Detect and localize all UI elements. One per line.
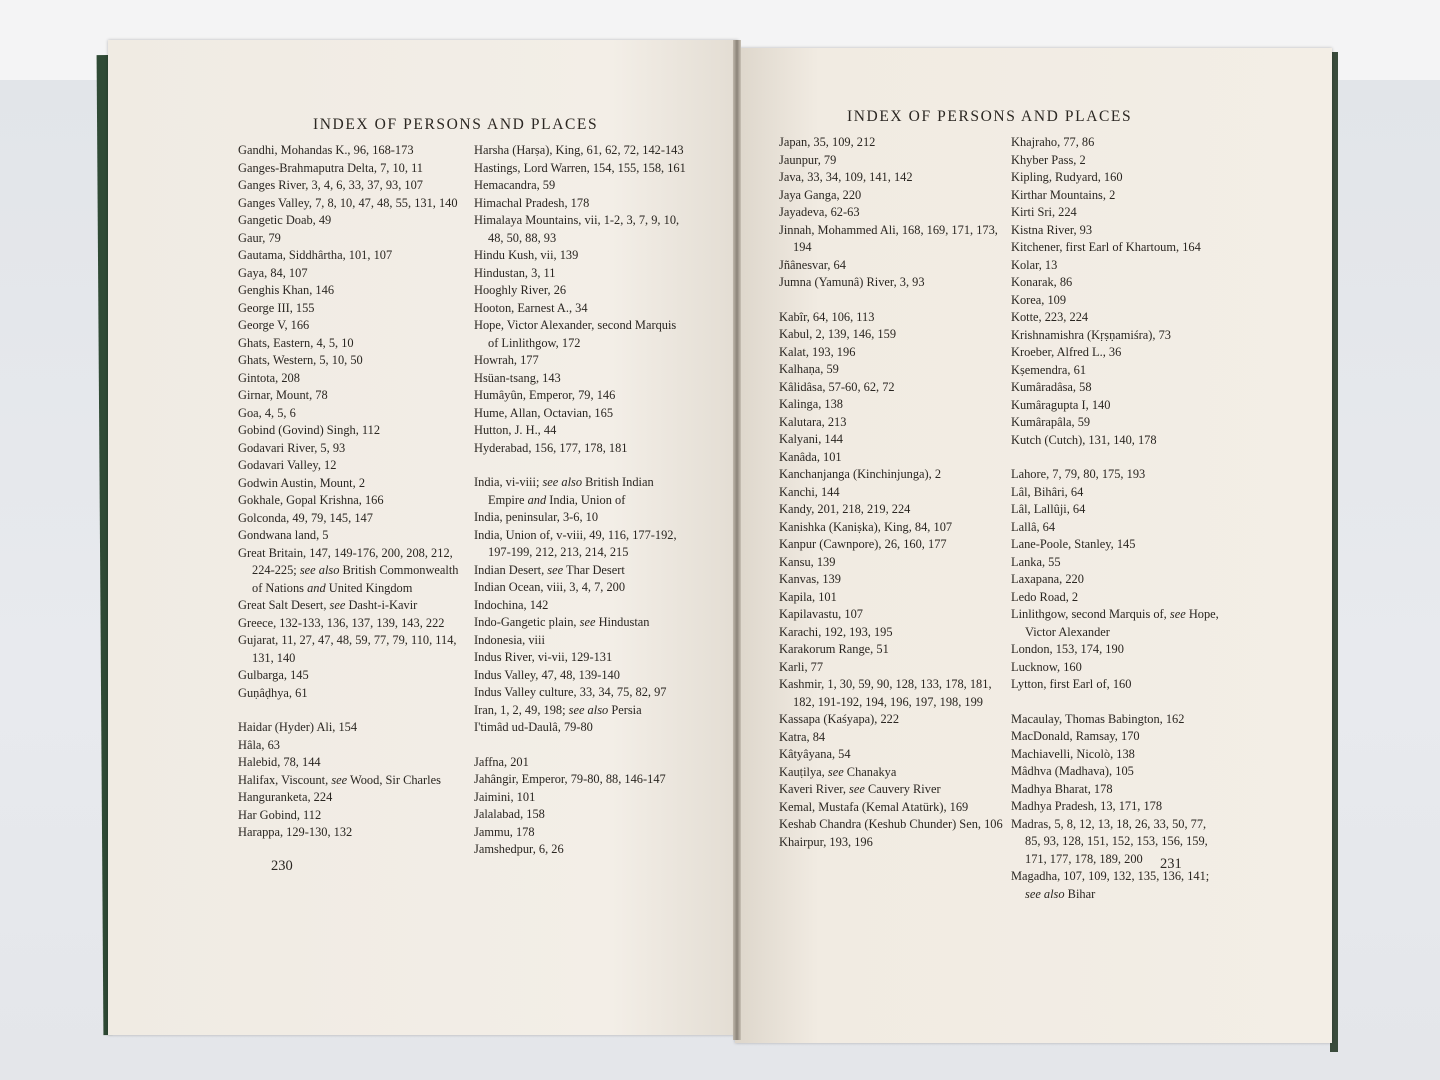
- index-entry: Jinnah, Mohammed Ali, 168, 169, 171, 173, 194: [779, 222, 998, 254]
- running-head-right: INDEX OF PERSONS AND PLACES: [847, 108, 1133, 125]
- index-entry: Humâyûn, Emperor, 79, 146: [474, 388, 616, 402]
- index-entry: Ghats, Western, 5, 10, 50: [238, 353, 363, 367]
- index-entry: Indian Desert, see Thar Desert: [474, 562, 625, 577]
- index-entry: Kalutara, 213: [779, 414, 847, 429]
- index-entry: George III, 155: [238, 300, 315, 315]
- index-entry: Kotte, 223, 224: [1011, 310, 1089, 324]
- index-entry: Lâl, Bihâri, 64: [1011, 484, 1084, 499]
- index-entry: Jalalabad, 158: [474, 807, 545, 821]
- index-entry: Girnar, Mount, 78: [238, 388, 328, 402]
- index-column-left-2: [474, 142, 686, 859]
- index-entry: Kabîr, 64, 106, 113: [779, 309, 875, 324]
- index-entry: Mâdhva (Madhava), 105: [1011, 764, 1134, 778]
- index-entry: Laxapana, 220: [1011, 572, 1084, 586]
- index-entry: Kipling, Rudyard, 160: [1011, 170, 1123, 184]
- section-gap: [474, 737, 686, 754]
- index-entry: MacDonald, Ramsay, 170: [1011, 729, 1140, 743]
- index-entry: Kapila, 101: [779, 589, 837, 604]
- index-entry: Hooton, Earnest A., 34: [474, 300, 588, 315]
- index-entry: Gandhi, Mohandas K., 96, 168-173: [238, 143, 414, 157]
- index-entry: Kanishka (Kaniṣka), King, 84, 107: [779, 519, 953, 534]
- index-entry: Kâtyâyana, 54: [779, 747, 851, 761]
- index-entry: Ganges River, 3, 4, 6, 33, 37, 93, 107: [238, 178, 423, 192]
- index-column-right-2: [1011, 134, 1223, 903]
- index-entry: Kalat, 193, 196: [779, 344, 856, 359]
- index-entry: Indo-Gangetic plain, see Hindustan: [474, 615, 650, 629]
- index-entry: Indus Valley culture, 33, 34, 75, 82, 97: [474, 685, 667, 699]
- index-entry: Harappa, 129-130, 132: [238, 825, 353, 839]
- index-entry: Hutton, J. H., 44: [474, 423, 557, 437]
- index-entry: Haidar (Hyder) Ali, 154: [238, 720, 358, 734]
- index-entry: Kaveri River, see Cauvery River: [779, 782, 941, 796]
- index-entry: Kashmir, 1, 30, 59, 90, 128, 133, 178, 181, 182, 191-192, 194, 196, 197, 198, 199: [779, 677, 992, 709]
- index-entry: Har Gobind, 112: [238, 807, 322, 822]
- index-entry: Kauṭilya, see Chanakya: [779, 764, 897, 779]
- index-entry: Hooghly River, 26: [474, 283, 567, 297]
- index-entry: Jñânesvar, 64: [779, 257, 846, 272]
- section-gap: [1011, 694, 1223, 711]
- index-entry: Golconda, 49, 79, 145, 147: [238, 510, 373, 525]
- index-entry: Himachal Pradesh, 178: [474, 195, 590, 210]
- index-entry: Kumâradâsa, 58: [1011, 380, 1092, 394]
- index-entry: Goa, 4, 5, 6: [238, 405, 296, 420]
- index-entry: Madhya Pradesh, 13, 171, 178: [1011, 799, 1163, 813]
- index-entry: Hope, Victor Alexander, second Marquis of Linlithgow, 172: [474, 318, 677, 350]
- index-entry: Kirti Sri, 224: [1011, 205, 1077, 219]
- section-gap: [779, 292, 1011, 309]
- page-number-left: 230: [271, 858, 293, 874]
- index-entry: Hsüan-tsang, 143: [474, 370, 561, 385]
- index-entry: Kanvas, 139: [779, 572, 841, 586]
- index-entry: Jumna (Yamunâ) River, 3, 93: [779, 275, 925, 289]
- index-entry: Kalhaṇa, 59: [779, 362, 839, 376]
- index-entry: Java, 33, 34, 109, 141, 142: [779, 170, 913, 184]
- index-entry: Kabul, 2, 139, 146, 159: [779, 327, 897, 341]
- index-entry: Jayadeva, 62-63: [779, 205, 860, 219]
- index-entry: Linlithgow, second Marquis of, see Hope, Victor Alexander: [1011, 607, 1219, 639]
- index-entry: Ganges Valley, 7, 8, 10, 47, 48, 55, 131, 140: [238, 195, 458, 210]
- index-entry: Kumârapâla, 59: [1011, 415, 1091, 429]
- index-entry: Kumâragupta I, 140: [1011, 397, 1111, 412]
- running-head-left: INDEX OF PERSONS AND PLACES: [313, 116, 599, 133]
- index-entry: Jamshedpur, 6, 26: [474, 842, 564, 856]
- index-entry: Greece, 132-133, 136, 137, 139, 143, 222: [238, 615, 445, 630]
- index-entry: Kandy, 201, 218, 219, 224: [779, 502, 911, 516]
- index-entry: Gautama, Siddhârtha, 101, 107: [238, 248, 393, 262]
- section-gap: [238, 702, 470, 719]
- index-entry: George V, 166: [238, 318, 310, 332]
- index-entry: India, peninsular, 3-6, 10: [474, 510, 599, 524]
- index-entry: Gujarat, 11, 27, 47, 48, 59, 77, 79, 110, 114, 131, 140: [238, 633, 457, 665]
- index-entry: Kitchener, first Earl of Khartoum, 164: [1011, 240, 1201, 254]
- section-gap: [1011, 449, 1223, 466]
- book-gutter: [733, 40, 741, 1040]
- index-entry: Gaur, 79: [238, 230, 281, 245]
- index-entry: Krishnamishra (Kṛṣṇamiśra), 73: [1011, 327, 1172, 342]
- index-entry: Jaffna, 201: [474, 754, 529, 769]
- index-entry: Kansu, 139: [779, 554, 836, 569]
- index-entry: Halebid, 78, 144: [238, 755, 321, 769]
- page-number-right: 231: [1160, 856, 1182, 872]
- index-entry: Hanguranketa, 224: [238, 790, 333, 804]
- index-entry: Karakorum Range, 51: [779, 642, 889, 656]
- index-entry: Godavari Valley, 12: [238, 458, 337, 472]
- index-entry: Gondwana land, 5: [238, 528, 329, 542]
- index-entry: Himalaya Mountains, vii, 1-2, 3, 7, 9, 10, 48, 50, 88, 93: [474, 213, 680, 245]
- index-entry: Indonesia, viii: [474, 632, 545, 647]
- index-entry: Guṇâḍhya, 61: [238, 685, 308, 700]
- index-entry: Karli, 77: [779, 659, 824, 674]
- index-entry: Lahore, 7, 79, 80, 175, 193: [1011, 467, 1146, 481]
- index-entry: Japan, 35, 109, 212: [779, 135, 876, 149]
- index-entry: Gobind (Govind) Singh, 112: [238, 423, 381, 437]
- index-entry: Gintota, 208: [238, 370, 300, 385]
- index-entry: Jaunpur, 79: [779, 152, 837, 167]
- index-entry: Kanchi, 144: [779, 484, 840, 499]
- index-column-left-1: [238, 142, 470, 842]
- index-entry: Iran, 1, 2, 49, 198; see also Persia: [474, 702, 642, 717]
- index-entry: Halifax, Viscount, see Wood, Sir Charles: [238, 772, 441, 787]
- index-entry: India, Union of, v-viii, 49, 116, 177-192, 197-199, 212, 213, 214, 215: [474, 527, 677, 559]
- section-gap: [474, 457, 686, 474]
- index-entry: Jahângir, Emperor, 79-80, 88, 146-147: [474, 772, 666, 786]
- index-entry: I'timâd ud-Daulâ, 79-80: [474, 720, 593, 734]
- index-entry: Indus River, vi-vii, 129-131: [474, 650, 613, 664]
- index-entry: Karachi, 192, 193, 195: [779, 624, 893, 639]
- index-entry: Jaimini, 101: [474, 789, 536, 804]
- right-page: [735, 48, 1332, 1043]
- index-entry: Hâla, 63: [238, 737, 280, 752]
- index-entry: Indian Ocean, viii, 3, 4, 7, 200: [474, 580, 626, 594]
- index-entry: Gulbarga, 145: [238, 668, 309, 682]
- index-entry: Hemacandra, 59: [474, 178, 556, 192]
- index-entry: Gokhale, Gopal Krishna, 166: [238, 493, 384, 507]
- index-entry: Kanpur (Cawnpore), 26, 160, 177: [779, 537, 947, 551]
- index-entry: Jammu, 178: [474, 824, 535, 839]
- index-entry: India, vi-viii; see also British Indian Empire and India, Union of: [474, 475, 654, 507]
- index-entry: Godwin Austin, Mount, 2: [238, 475, 366, 490]
- index-entry: Ledo Road, 2: [1011, 589, 1079, 604]
- index-entry: Godavari River, 5, 93: [238, 440, 346, 455]
- index-entry: Kassapa (Kaśyapa), 222: [779, 712, 900, 726]
- index-entry: Ghats, Eastern, 4, 5, 10: [238, 335, 354, 350]
- index-entry: Great Britain, 147, 149-176, 200, 208, 212, 224-225; see also British Commonwealth of Nations and United Kingdom: [238, 545, 459, 595]
- index-entry: Hindustan, 3, 11: [474, 265, 556, 280]
- index-entry: Madras, 5, 8, 12, 13, 18, 26, 33, 50, 77, 85, 93, 128, 151, 152, 153, 156, 159, 171, 177, 178, 189, 200: [1011, 816, 1208, 866]
- index-entry: Magadha, 107, 109, 132, 135, 136, 141; see also Bihar: [1011, 869, 1210, 901]
- index-entry: Gaya, 84, 107: [238, 265, 308, 280]
- index-entry: Hastings, Lord Warren, 154, 155, 158, 161: [474, 160, 686, 175]
- index-entry: Kṣemendra, 61: [1011, 362, 1087, 377]
- index-entry: Katra, 84: [779, 729, 826, 744]
- index-entry: Lytton, first Earl of, 160: [1011, 677, 1132, 691]
- index-entry: Lâl, Lallûji, 64: [1011, 502, 1086, 516]
- index-entry: Kistna River, 93: [1011, 222, 1093, 237]
- left-page: [108, 40, 738, 1035]
- index-entry: Korea, 109: [1011, 292, 1067, 307]
- index-entry: Konarak, 86: [1011, 275, 1073, 289]
- index-entry: Khajraho, 77, 86: [1011, 135, 1095, 149]
- index-entry: Kolar, 13: [1011, 257, 1058, 272]
- index-column-right-1: [779, 134, 1011, 851]
- index-entry: Gangetic Doab, 49: [238, 213, 332, 227]
- index-entry: Kirthar Mountains, 2: [1011, 187, 1116, 202]
- index-entry: Kanâda, 101: [779, 449, 842, 464]
- index-entry: Lucknow, 160: [1011, 659, 1082, 674]
- index-entry: Keshab Chandra (Keshub Chunder) Sen, 106: [779, 817, 1003, 831]
- index-entry: Khyber Pass, 2: [1011, 152, 1086, 167]
- index-entry: Kemal, Mustafa (Kemal Atatürk), 169: [779, 799, 969, 814]
- index-entry: Kanchanjanga (Kinchinjunga), 2: [779, 467, 942, 481]
- index-entry: Lane-Poole, Stanley, 145: [1011, 537, 1136, 551]
- index-entry: Hindu Kush, vii, 139: [474, 248, 579, 262]
- index-entry: Khairpur, 193, 196: [779, 834, 873, 849]
- index-entry: Madhya Bharat, 178: [1011, 781, 1113, 796]
- index-entry: Machiavelli, Nicolò, 138: [1011, 746, 1135, 761]
- index-entry: Harsha (Harṣa), King, 61, 62, 72, 142-143: [474, 143, 684, 157]
- index-entry: Macaulay, Thomas Babington, 162: [1011, 711, 1185, 726]
- index-entry: London, 153, 174, 190: [1011, 642, 1124, 656]
- index-entry: Kalinga, 138: [779, 397, 844, 411]
- index-entry: Hyderabad, 156, 177, 178, 181: [474, 440, 628, 455]
- index-entry: Genghis Khan, 146: [238, 283, 335, 297]
- index-entry: Indus Valley, 47, 48, 139-140: [474, 667, 620, 682]
- index-entry: Great Salt Desert, see Dasht-i-Kavir: [238, 598, 418, 612]
- index-entry: Kroeber, Alfred L., 36: [1011, 345, 1122, 359]
- index-entry: Ganges-Brahmaputra Delta, 7, 10, 11: [238, 160, 424, 175]
- index-entry: Lallâ, 64: [1011, 519, 1056, 534]
- index-entry: Lanka, 55: [1011, 554, 1061, 569]
- index-entry: Indochina, 142: [474, 597, 549, 612]
- index-entry: Jaya Ganga, 220: [779, 187, 862, 202]
- index-entry: Kâlidâsa, 57-60, 62, 72: [779, 379, 895, 394]
- index-entry: Howrah, 177: [474, 353, 539, 367]
- index-entry: Kalyani, 144: [779, 432, 844, 446]
- index-entry: Kutch (Cutch), 131, 140, 178: [1011, 432, 1157, 447]
- index-entry: Kapilavastu, 107: [779, 607, 863, 621]
- index-entry: Hume, Allan, Octavian, 165: [474, 405, 614, 420]
